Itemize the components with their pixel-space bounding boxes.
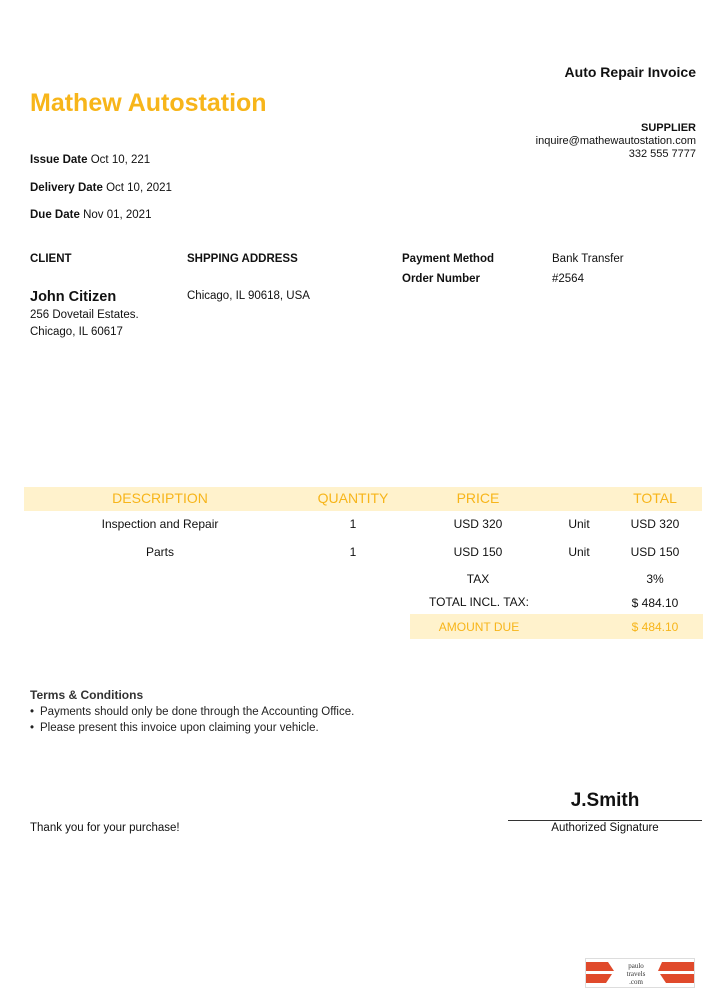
delivery-date-label: Delivery Date xyxy=(30,182,103,194)
terms-item xyxy=(30,704,354,720)
signature-line xyxy=(508,820,702,821)
tax-label: TAX xyxy=(466,572,490,586)
watermark-logo xyxy=(585,958,695,988)
signature-name: J.Smith xyxy=(570,790,640,811)
shipping-address: Chicago, IL 90618, USA xyxy=(187,290,310,302)
row1-unit: Unit xyxy=(568,517,590,531)
terms-title: Terms & Conditions xyxy=(30,688,144,702)
issue-date-value: Oct 10, 221 xyxy=(90,154,151,166)
row2-description: Parts xyxy=(145,545,174,559)
row1-description: Inspection and Repair xyxy=(101,517,219,531)
terms-list xyxy=(30,704,354,736)
supplier-label: SUPPLIER xyxy=(640,122,696,134)
bullet-icon: • xyxy=(30,706,35,718)
delivery-date-value: Oct 10, 2021 xyxy=(106,182,172,194)
shipping-label: SHPPING ADDRESS xyxy=(187,253,298,265)
row2-unit: Unit xyxy=(568,545,590,559)
client-label: CLIENT xyxy=(30,253,72,265)
terms-item-text: Please present this invoice upon claiming your vehicle. xyxy=(40,722,319,734)
col-description-header: DESCRIPTION xyxy=(112,490,208,506)
row2-quantity: 1 xyxy=(349,545,357,559)
total-incl-tax-label: TOTAL INCL. TAX: xyxy=(428,595,530,609)
row1-quantity: 1 xyxy=(349,517,357,531)
row1-price: USD 320 xyxy=(453,517,503,531)
issue-date-row xyxy=(30,154,150,166)
client-address-line1: 256 Dovetail Estates. xyxy=(30,309,139,321)
col-quantity-header: QUANTITY xyxy=(317,490,389,506)
amount-due-label: AMOUNT DUE xyxy=(438,620,520,634)
bullet-icon: • xyxy=(30,722,35,734)
tax-value: 3% xyxy=(646,572,664,586)
due-date-value: Nov 01, 2021 xyxy=(83,209,152,221)
order-number-label: Order Number xyxy=(402,273,480,285)
amount-due-value: $ 484.10 xyxy=(631,620,679,634)
delivery-date-row xyxy=(30,182,172,194)
thank-you-note: Thank you for your purchase! xyxy=(30,822,180,834)
watermark-text-3: .com xyxy=(629,978,643,986)
signature-label: Authorized Signature xyxy=(551,822,659,834)
watermark-text-2: travels xyxy=(626,970,646,978)
company-name: Mathew Autostation xyxy=(30,89,267,117)
payment-method-label: Payment Method xyxy=(402,253,495,265)
supplier-email: inquire@mathewautostation.com xyxy=(535,135,696,147)
document-type: Auto Repair Invoice xyxy=(564,64,696,80)
client-name: John Citizen xyxy=(30,289,117,305)
terms-item-text: Payments should only be done through the Accounting Office. xyxy=(40,706,355,718)
total-incl-tax-value: $ 484.10 xyxy=(631,596,679,610)
issue-date-label: Issue Date xyxy=(30,154,88,166)
supplier-phone: 332 555 7777 xyxy=(628,148,696,160)
row1-total: USD 320 xyxy=(630,517,680,531)
due-date-row xyxy=(30,209,151,221)
col-total-header: TOTAL xyxy=(633,490,677,506)
row2-total: USD 150 xyxy=(630,545,680,559)
client-address xyxy=(30,307,139,341)
watermark-text-1: paulo xyxy=(628,962,644,970)
client-address-line2: Chicago, IL 60617 xyxy=(30,326,123,338)
supplier-block xyxy=(536,122,696,161)
payment-method-value: Bank Transfer xyxy=(552,253,624,265)
watermark-logo-graphic xyxy=(586,959,694,987)
row2-price: USD 150 xyxy=(453,545,503,559)
due-date-label: Due Date xyxy=(30,209,80,221)
col-price-header: PRICE xyxy=(456,490,500,506)
order-number-value: #2564 xyxy=(552,273,584,285)
terms-item xyxy=(30,720,354,736)
